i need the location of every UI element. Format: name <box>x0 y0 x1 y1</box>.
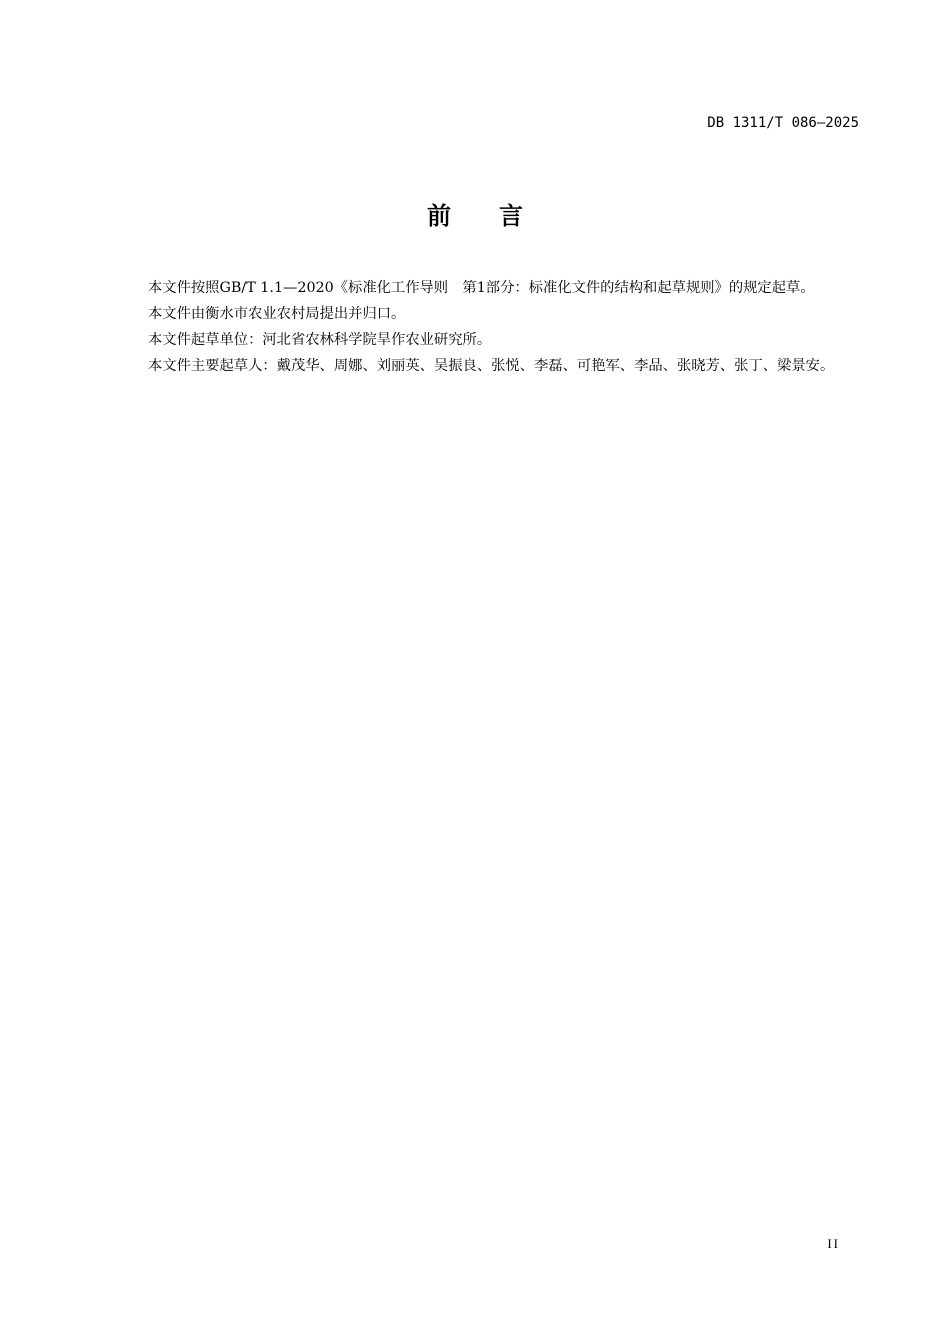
title-char-1: 前 <box>427 202 451 230</box>
paragraph-proposer: 本文件由衡水市农业农村局提出并归口。 <box>148 306 406 322</box>
foreword-body <box>115 277 860 381</box>
paragraph-drafting-rules: 本文件按照GB/T 1.1—2020《标准化工作导则 第1部分：标准化文件的结构和起草规则》的规定起草。 <box>148 280 815 296</box>
section-title <box>0 196 950 231</box>
paragraph-drafters: 本文件主要起草人：戴茂华、周娜、刘丽英、吴振良、张悦、李磊、可艳军、李品、张晓芳、张丁、梁景安。 <box>148 358 835 374</box>
document-code: DB 1311/T 086—2025 <box>707 115 859 131</box>
title-char-2: 言 <box>499 202 523 230</box>
page-number: II <box>827 1236 840 1251</box>
paragraph-drafting-unit: 本文件起草单位：河北省农林科学院旱作农业研究所。 <box>148 332 492 348</box>
